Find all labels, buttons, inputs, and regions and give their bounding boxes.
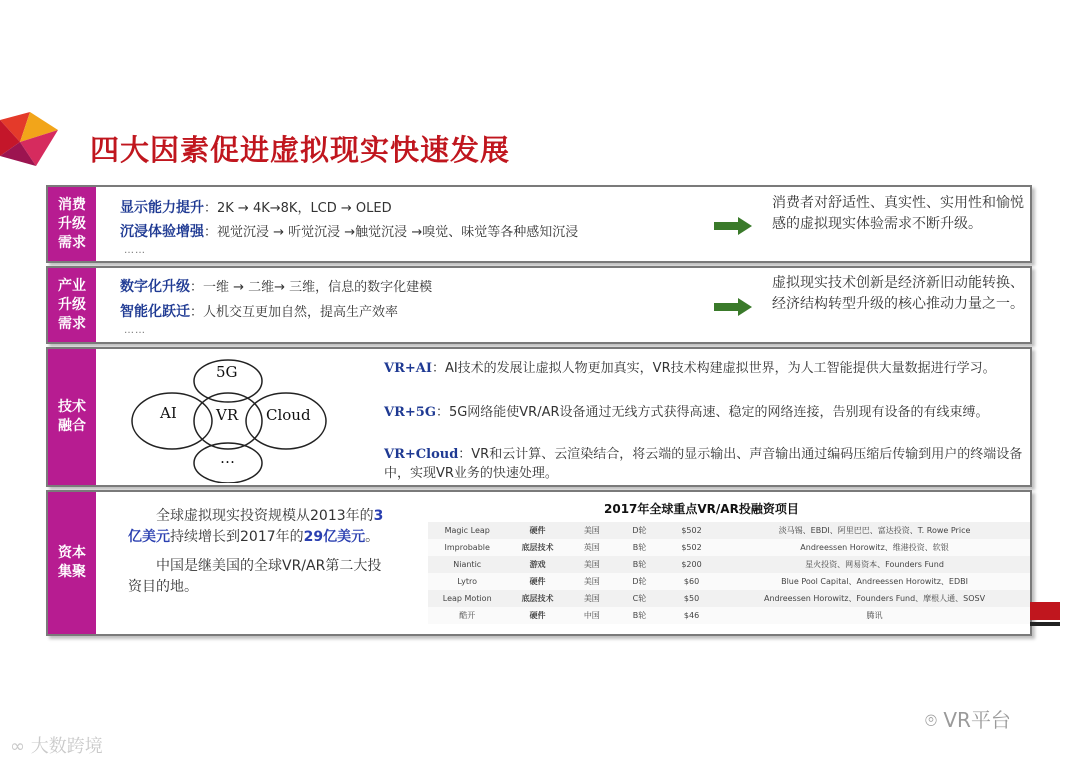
table-cell: 美国: [569, 573, 615, 590]
result-text: 虚拟现实技术创新是经济新旧动能转换、经济结构转型升级的核心推动力量之一。: [772, 275, 1024, 312]
table-cell: Blue Pool Capital、Andreessen Horowitz、EDBI: [719, 573, 1030, 590]
capital-text: [128, 506, 386, 606]
table-cell: 底层技术: [506, 590, 568, 607]
watermark-left: ∞ 大数跨境: [10, 736, 103, 757]
table-cell: 底层技术: [506, 539, 568, 556]
tech-section: [46, 347, 1032, 487]
ellipsis: ……: [124, 245, 146, 256]
capital-section: [46, 490, 1032, 636]
table-cell: $200: [664, 556, 719, 573]
consumer-section: [46, 185, 1032, 263]
section-tag: 消费升级需求: [48, 187, 96, 261]
table-cell: B轮: [615, 556, 664, 573]
table-row: [428, 607, 1030, 624]
keyword: 智能化跃迁: [120, 304, 190, 320]
table-row: [428, 573, 1030, 590]
capital-paragraph-1: 全球虚拟现实投资规模从2013年的3亿美元持续增长到2017年的29亿美元。: [128, 508, 384, 545]
table-row: [428, 590, 1030, 607]
ellipsis: ……: [124, 325, 146, 336]
table-cell: $502: [664, 539, 719, 556]
table-cell: Improbable: [428, 539, 506, 556]
table-cell: Andreessen Horowitz、维港投资、软银: [719, 539, 1030, 556]
table-cell: 淡马锡、EBDI、阿里巴巴、富达投资、T. Rowe Price: [719, 522, 1030, 539]
tech-item-5g: VR+5G：5G网络能使VR/AR设备通过无线方式获得高速、稳定的网络连接，告别现有设备的有线束缚。: [384, 405, 989, 420]
investment-table: [428, 522, 1030, 624]
keyword: 沉浸体验增强: [120, 224, 204, 240]
table-cell: 游戏: [506, 556, 568, 573]
table-cell: Andreessen Horowitz、Founders Fund、摩根人通、SOSV: [719, 590, 1030, 607]
venn-label-ai: AI: [160, 404, 177, 422]
capital-paragraph-2: 中国是继美国的全球VR/AR第二大投资目的地。: [128, 558, 382, 595]
venn-label-more: …: [220, 449, 235, 467]
table-cell: C轮: [615, 590, 664, 607]
arrow-right-icon: [714, 298, 752, 316]
table-cell: Lytro: [428, 573, 506, 590]
section-tag: 资本集聚: [48, 492, 96, 634]
wechat-icon: ⌾: [925, 708, 937, 732]
wechat-icon: ∞: [10, 736, 25, 757]
keyword: 显示能力提升: [120, 200, 204, 216]
table-cell: 硬件: [506, 607, 568, 624]
line-text: ：人机交互更加自然，提高生产效率: [190, 305, 399, 320]
table-cell: $50: [664, 590, 719, 607]
table-cell: $502: [664, 522, 719, 539]
table-cell: $60: [664, 573, 719, 590]
venn-label-vr: VR: [216, 406, 239, 424]
line-text: ：视觉沉浸 → 听觉沉浸 →触觉沉浸 →嗅觉、味觉等各种感知沉浸: [204, 225, 579, 240]
venn-label-5g: 5G: [216, 363, 238, 381]
table-cell: 美国: [569, 590, 615, 607]
table-cell: B轮: [615, 607, 664, 624]
line-text: ：2K → 4K→8K，LCD → OLED: [204, 201, 392, 216]
table-row: [428, 539, 1030, 556]
table-cell: 美国: [569, 556, 615, 573]
table-cell: Niantic: [428, 556, 506, 573]
watermark-right: ⌾ VR平台: [925, 708, 1011, 732]
table-cell: 腾讯: [719, 607, 1030, 624]
table-row: [428, 522, 1030, 539]
result-text: 消费者对舒适性、真实性、实用性和愉悦感的虚拟现实体验需求不断升级。: [772, 195, 1024, 232]
table-cell: $46: [664, 607, 719, 624]
arrow-right-icon: [714, 217, 752, 235]
page-title: 四大因素促进虚拟现实快速发展: [90, 133, 511, 167]
section-tag: 产业升级需求: [48, 268, 96, 342]
table-cell: 星火投资、网易资本、Founders Fund: [719, 556, 1030, 573]
line-text: ：一维 → 二维→ 三维，信息的数字化建模: [190, 280, 433, 295]
section-tag: 技术融合: [48, 349, 96, 485]
table-cell: 硬件: [506, 522, 568, 539]
table-cell: 酷开: [428, 607, 506, 624]
table-row: [428, 556, 1030, 573]
table-cell: 硬件: [506, 573, 568, 590]
table-cell: D轮: [615, 573, 664, 590]
tech-item-ai: VR+AI：AI技术的发展让虚拟人物更加真实，VR技术构建虚拟世界，为人工智能提供大量数据进行学习。: [384, 361, 996, 376]
table-title: 2017年全球重点VR/AR投融资项目: [604, 502, 799, 516]
red-fragment-icon: [1030, 598, 1060, 626]
table-cell: Leap Motion: [428, 590, 506, 607]
table-cell: 美国: [569, 522, 615, 539]
table-cell: Magic Leap: [428, 522, 506, 539]
table-cell: 英国: [569, 539, 615, 556]
logo-icon: [0, 112, 62, 168]
table-cell: 中国: [569, 607, 615, 624]
tech-item-cloud: VR+Cloud：VR和云计算、云渲染结合，将云端的显示输出、声音输出通过编码压缩后传输到用户的终端设备中，实现VR业务的快速处理。: [384, 447, 1023, 481]
keyword: 数字化升级: [120, 279, 190, 295]
venn-label-cloud: Cloud: [266, 406, 311, 424]
table-cell: D轮: [615, 522, 664, 539]
industry-section: [46, 266, 1032, 344]
table-cell: B轮: [615, 539, 664, 556]
